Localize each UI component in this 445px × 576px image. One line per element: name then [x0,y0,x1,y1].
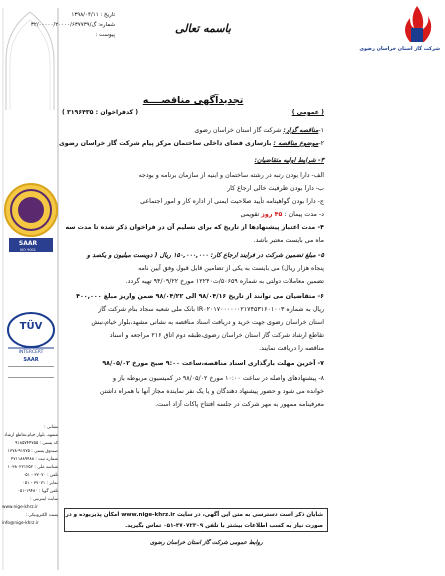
item-6-line-5: مناقصه را دریافت نمایند. [259,345,324,352]
item-6-text-1: ۶- متقاضیان می توانند از تاریخ ۹۸/۰۴/۱۶ الی ۹۸/۰۴/۲۲ ضمن واریز مبلغ ۴۰۰,۰۰۰ [76,293,324,300]
public-relations-signature: روابط عمومی شرکت گاز استان خراسان رضوی [150,540,263,546]
letterhead-sidebar [0,0,60,576]
item-2-number: ۲- [318,140,324,147]
condition-d-label: د- مدت پیمان : [282,211,324,218]
item-8-line-2: خوانده می شود و حضور پیشنهاد دهندگان و یا یک نفر نماینده مجاز آنها با همراه داشتن [99,388,324,395]
contract-duration: ۴۵ روز [261,211,283,218]
item-8-line-3: معرفینامه ممهور به مهر شرکت در جلسه افتتاح پاکات آزاد است. [155,401,324,408]
item-8-line-1: ۸- پیشنهادهای واصله در ساعت ۱۰:۰۰ مورخ ۹۸/۰۵/۰۲ در کمیسیون مربوطه باز و [113,375,324,382]
company-logo-block [330,0,445,100]
email-link[interactable]: info@nige-khrz.ir [2,521,39,526]
contact-line: مشهد، بلوار خیام،تقاطع ارشاد [4,433,58,438]
item-5-text-1: ۵- مبلغ تضمین شرکت در فرایند ارجاع کار: ۱۵۰,۰۰۰,۰۰۰ ریال ( دویست میلیون و یکصد و [87,252,324,259]
contact-block [2,424,58,528]
condition-a: الف- دارا بودن رتبه در رشته ساختمان و ابنیه از سازمان برنامه و بودجه [138,172,324,179]
item-6-line-1 [62,290,324,303]
contact-line: پست الکترونیکی : [25,513,58,518]
tender-notice-body [59,88,324,411]
item-6-line-4: تقاطع ارشاد شرکت گاز استان خراسان رضوی،طبقه دوم اتاق ۲۱۶ مراجعه و اسناد [109,332,324,339]
contact-line: شناسه ملی : ۱۰۳۸۰۲۲۱۲۵۲ [7,465,58,470]
gas-company-logo [402,4,432,44]
tuv-label: TÜV [19,321,43,332]
tuv-sub-label: INTERCERT [18,350,44,355]
item-5-line-3: تضمین معاملات دولتی به شماره ۵۰۶۵۹/ت۱۲۲۴۰ مورخ ۹۴/۰۹/۲۲ تهیه گردد. [125,278,324,285]
item-2-label: موضوع مناقصه : [273,140,319,147]
tuv-standards-strip [8,366,54,378]
item-6-line-2: ریال به شماره IR۰۲۰۱۷۰۰۰۰۰۰۲۱۷۴۵۳۱۶۰۱۰۰۳ بانک ملی شعبه سجاد بنام شرکت گاز [98,306,324,313]
item-3-heading: ۳- شرایط اولیه متقاضیان: [254,157,324,164]
website-link[interactable]: www.nige-khrz.ir [2,505,38,510]
contact-line: سایت اینترنتی : [30,497,58,502]
letter-attachment: پیوست : [95,32,115,38]
item-1-text: شرکت گاز استان خراسان رضوی [194,127,282,134]
item-5-line-2: پنجاه هزار ریال) می بایست به یکی از تضامین قابل قبول وفق آیین نامه [138,265,324,272]
tuv-sub-label-2: SAAR [23,357,39,363]
besmellah-heading: باسمه تعالی [175,22,231,35]
notice-title: تجدیدآگهی مناقصــــه [142,95,244,106]
contact-line: صندوق پستی : ۹۱۷۷۵-۱۳۷۸ [7,449,58,454]
tender-type: ( عمومی ) [291,109,324,116]
contact-line: نمابر : ۳۷۰۷۱ - ۰۵۱ [22,481,58,486]
saar-sub-label: ISO 9001 [19,248,37,252]
letter-number: شماره: گ/۳۲/۰۰۰۰۰/۲۰۰۰۰/۶۳۷۷۳۹ [30,22,115,28]
notice-line-2: صورت نیاز به کسب اطلاعات بیشتر با تلفن ۳۷۰۷۲۳۰۹-۰۵۱ تماس بگیرید. [125,523,323,529]
item-1-label: مناقصه گزار: [283,127,319,134]
item-2 [59,137,324,150]
letter-date: تاریخ : ۱۳۹۸/۰۴/۱۱ [71,12,115,18]
item-5-line-1 [62,249,324,262]
item-4-text-1: ۴- مدت اعتبار پیشنهادها از تاریخ که برای تسلیم آن در فراخوان ذکر شده تا مدت سه [65,224,324,231]
contact-line: نشانی : [44,425,58,430]
website-notice-box [64,508,328,532]
item-6-line-3: استان خراسان رضوی جهت خرید و دریافت اسناد مناقصه به نشانی مشهد،بلوار خیام،نبش [91,319,324,326]
contact-line: تلفن : ۳۷۰۷۰ - ۰۵۱ [22,473,58,478]
condition-d-suffix: تقویمی [240,211,262,218]
saar-label: SAAR [18,240,38,247]
item-4-line-2: ماه می بایست معتبر باشد. [253,237,324,244]
tender-call-code: ( کدفراخوان : ۳۱۹۶۴۳۵ ) [62,109,139,116]
contact-line: کد پستی : ۹۱۸۵۷۴۴۷۵۵ [15,441,58,446]
notice-line-1: شایان ذکر است دسترسی به متن این آگهی، در سایت www.nige-khrz.ir امکان پذیربوده و در [65,512,323,518]
item-1 [62,124,324,137]
item-1-number: ۱- [318,127,324,134]
item-4-line-1 [62,221,324,234]
contact-line: تلفن گویا : ۱۹۴۸۰-۰۵۱ [17,489,58,494]
contact-line: شماره ثبت : ۴۷۱۱۸۸۹۴۸۸ [10,457,58,462]
item-2-text: بازسازی فضای داخلی ساختمان مرکز پیام شرکت گاز خراسان رضوی [59,140,272,147]
condition-b: ب- دارا بودن ظرفیت خالی ارجاع کار [227,185,324,192]
condition-c: ج- دارا بودن گواهینامه تأیید صلاحیت ایمنی از اداره کار و امور اجتماعی [140,198,324,205]
condition-d [62,208,324,221]
item-7: ۷- آخرین مهلت بارگذاری اسناد مناقصه،ساعت ۹:۰۰ صبح مورخ ۹۸/۰۵/۰۲ [102,360,324,367]
company-name: شرکت گاز استان خراسان رضوی [359,46,440,52]
